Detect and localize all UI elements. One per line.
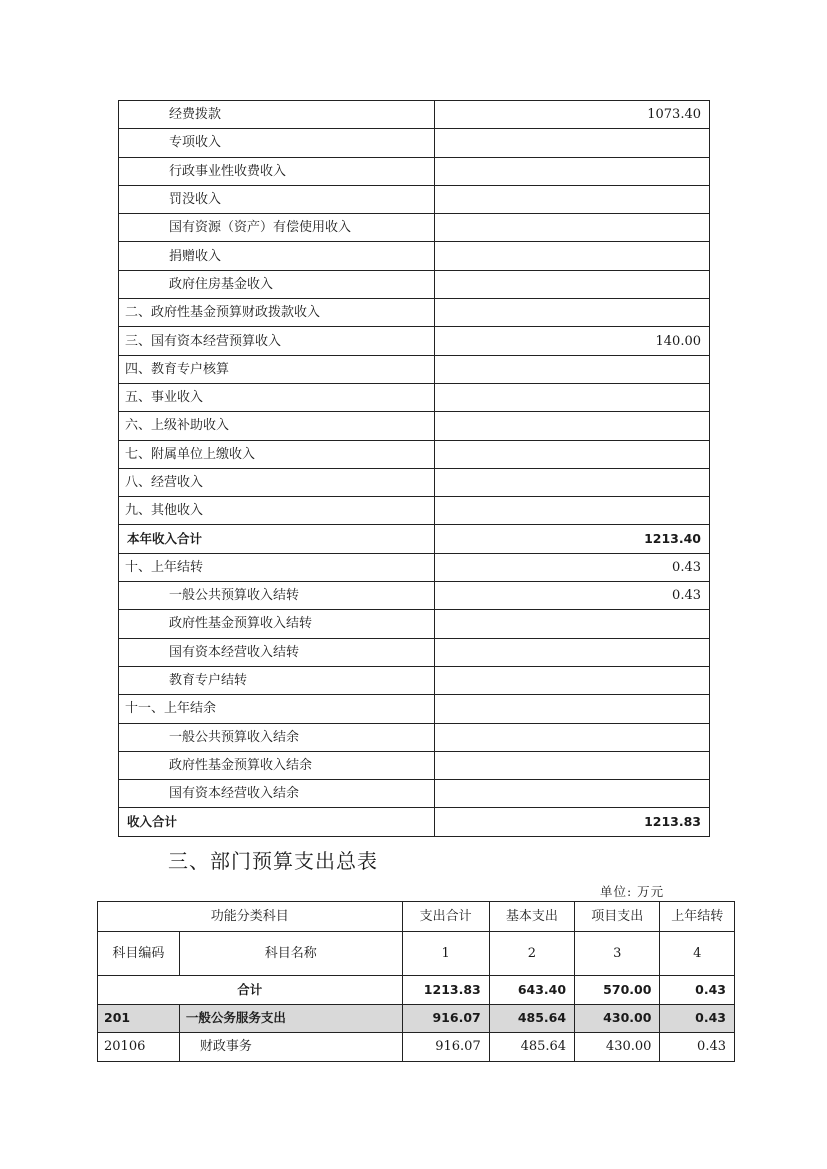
- expense-total: 916.07: [402, 1033, 489, 1062]
- income-label: 八、经营收入: [119, 468, 435, 496]
- income-label: 教育专户结转: [119, 666, 435, 694]
- income-row: [119, 327, 710, 355]
- income-value: 140.00: [434, 327, 709, 355]
- income-value: [434, 412, 709, 440]
- expense-project: 430.00: [575, 1004, 660, 1033]
- income-value: [434, 610, 709, 638]
- header-carryover: 上年结转: [660, 902, 735, 932]
- income-row: [119, 129, 710, 157]
- income-label: 政府性基金预算收入结余: [119, 751, 435, 779]
- income-row: [119, 497, 710, 525]
- income-row: [119, 723, 710, 751]
- income-row: [119, 525, 710, 553]
- unit-label: 单位: 万元: [600, 884, 665, 899]
- income-row: [119, 582, 710, 610]
- income-label: 十、上年结转: [119, 553, 435, 581]
- income-value: [434, 666, 709, 694]
- expense-carryover: 0.43: [660, 1033, 735, 1062]
- expense-project: 430.00: [575, 1033, 660, 1062]
- header-project: 项目支出: [575, 902, 660, 932]
- expense-table: [97, 901, 735, 1062]
- income-row: [119, 412, 710, 440]
- header-total: 支出合计: [402, 902, 489, 932]
- income-value: 1213.83: [434, 808, 709, 836]
- income-label: 捐赠收入: [119, 242, 435, 270]
- income-value: [434, 751, 709, 779]
- income-value: 0.43: [434, 582, 709, 610]
- income-row: [119, 468, 710, 496]
- income-row: [119, 185, 710, 213]
- header-col-1: 1: [402, 932, 489, 976]
- expense-name: 财政事务: [179, 1033, 402, 1062]
- header-col-2: 2: [489, 932, 574, 976]
- income-value: [434, 157, 709, 185]
- income-label: 七、附属单位上缴收入: [119, 440, 435, 468]
- income-value: [434, 695, 709, 723]
- total-project: 570.00: [575, 976, 660, 1005]
- expense-subheader-row: [98, 932, 735, 976]
- income-label: 三、国有资本经营预算收入: [119, 327, 435, 355]
- income-label: 收入合计: [119, 808, 435, 836]
- income-label: 政府住房基金收入: [119, 270, 435, 298]
- income-value: 1213.40: [434, 525, 709, 553]
- income-row: [119, 638, 710, 666]
- income-row: [119, 695, 710, 723]
- income-label: 一般公共预算收入结余: [119, 723, 435, 751]
- header-col-3: 3: [575, 932, 660, 976]
- income-value: [434, 780, 709, 808]
- income-row: [119, 440, 710, 468]
- header-category: 功能分类科目: [98, 902, 403, 932]
- income-row: [119, 808, 710, 836]
- income-value: [434, 723, 709, 751]
- section-title: 三、部门预算支出总表: [168, 849, 378, 873]
- income-label: 五、事业收入: [119, 383, 435, 411]
- income-table: [118, 100, 710, 837]
- income-label: 国有资本经营收入结转: [119, 638, 435, 666]
- income-row: [119, 610, 710, 638]
- expense-name: 一般公务服务支出: [179, 1004, 402, 1033]
- income-label: 四、教育专户核算: [119, 355, 435, 383]
- income-label: 二、政府性基金预算财政拨款收入: [119, 299, 435, 327]
- income-value: [434, 468, 709, 496]
- expense-row: [98, 1033, 735, 1062]
- income-value: [434, 242, 709, 270]
- expense-code: 201: [98, 1004, 180, 1033]
- expense-header-row: [98, 902, 735, 932]
- expense-basic: 485.64: [489, 1033, 574, 1062]
- income-row: [119, 780, 710, 808]
- income-value: 1073.40: [434, 101, 709, 129]
- income-row: [119, 383, 710, 411]
- income-value: 0.43: [434, 553, 709, 581]
- income-row: [119, 270, 710, 298]
- income-row: [119, 101, 710, 129]
- income-label: 本年收入合计: [119, 525, 435, 553]
- income-label: 国有资本经营收入结余: [119, 780, 435, 808]
- total-basic: 643.40: [489, 976, 574, 1005]
- income-value: [434, 185, 709, 213]
- income-row: [119, 242, 710, 270]
- header-col-4: 4: [660, 932, 735, 976]
- header-basic: 基本支出: [489, 902, 574, 932]
- income-value: [434, 129, 709, 157]
- income-label: 政府性基金预算收入结转: [119, 610, 435, 638]
- income-label: 一般公共预算收入结转: [119, 582, 435, 610]
- income-label: 十一、上年结余: [119, 695, 435, 723]
- expense-total: 916.07: [402, 1004, 489, 1033]
- income-label: 六、上级补助收入: [119, 412, 435, 440]
- income-value: [434, 299, 709, 327]
- total-total: 1213.83: [402, 976, 489, 1005]
- income-label: 经费拨款: [119, 101, 435, 129]
- total-label: 合计: [98, 976, 403, 1005]
- income-value: [434, 383, 709, 411]
- expense-basic: 485.64: [489, 1004, 574, 1033]
- income-label: 罚没收入: [119, 185, 435, 213]
- income-label: 国有资源（资产）有偿使用收入: [119, 214, 435, 242]
- income-value: [434, 638, 709, 666]
- income-row: [119, 553, 710, 581]
- income-label: 九、其他收入: [119, 497, 435, 525]
- header-code: 科目编码: [98, 932, 180, 976]
- income-row: [119, 214, 710, 242]
- income-row: [119, 666, 710, 694]
- income-label: 专项收入: [119, 129, 435, 157]
- expense-carryover: 0.43: [660, 1004, 735, 1033]
- income-label: 行政事业性收费收入: [119, 157, 435, 185]
- income-value: [434, 270, 709, 298]
- header-name: 科目名称: [179, 932, 402, 976]
- income-value: [434, 214, 709, 242]
- income-row: [119, 157, 710, 185]
- income-row: [119, 355, 710, 383]
- income-value: [434, 497, 709, 525]
- income-value: [434, 440, 709, 468]
- expense-row: [98, 1004, 735, 1033]
- expense-total-row: [98, 976, 735, 1005]
- income-row: [119, 299, 710, 327]
- income-row: [119, 751, 710, 779]
- income-value: [434, 355, 709, 383]
- expense-code: 20106: [98, 1033, 180, 1062]
- total-carryover: 0.43: [660, 976, 735, 1005]
